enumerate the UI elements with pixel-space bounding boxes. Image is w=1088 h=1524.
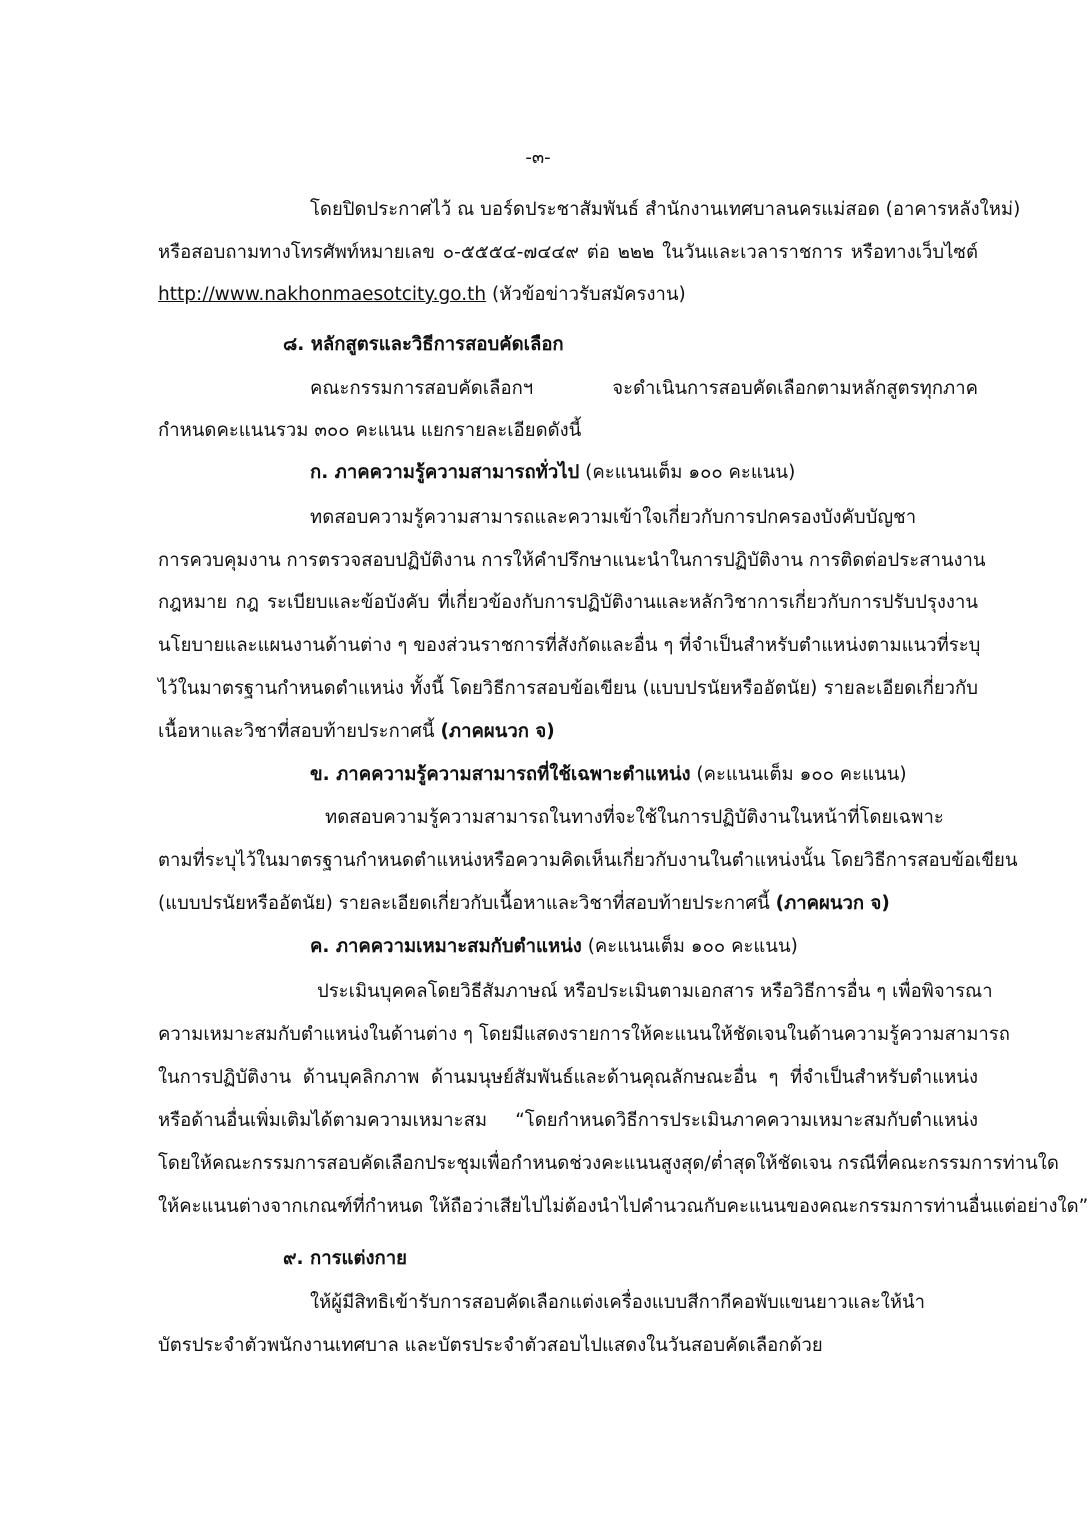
part-a-line-2: การควบคุมงาน การตรวจสอบปฏิบัติงาน การให้คำปรึกษาแนะนำในการปฏิบัติงาน การติดต่อประสานงาน <box>158 550 986 571</box>
website-note: (หัวข้อข่าวรับสมัครงาน) <box>486 284 686 305</box>
part-a-line-6 <box>158 717 978 747</box>
part-b-line-2: ตามที่ระบุไว้ในมาตรฐานกำหนดตำแหน่งหรือความคิดเห็นเกี่ยวกับงานในตำแหน่งนั้น โดยวิธีการสอบข้อเขียน <box>158 850 1018 871</box>
part-a-line-4: นโยบายและแผนงานด้านต่าง ๆ ของส่วนราชการที่สังกัดและอื่น ๆ ที่จำเป็นสำหรับตำแหน่งตามแนวที่ระบุ <box>158 635 981 656</box>
intro-line-1: โดยปิดประกาศไว้ ณ บอร์ดประชาสัมพันธ์ สำนักงานเทศบาลนครแม่สอด (อาคารหลังใหม่) <box>310 199 1021 220</box>
part-a-line-3: กฎหมาย กฎ ระเบียบและข้อบังคับ ที่เกี่ยวข้องกับการปฏิบัติงานและหลักวิชาการเกี่ยวกับการปรับปรุงงาน <box>158 592 978 613</box>
section-9-line-1: ให้ผู้มีสิทธิเข้ารับการสอบคัดเลือกแต่งเครื่องแบบสีกากีคอพับแขนยาวและให้นำ <box>310 1292 926 1313</box>
website-link[interactable]: http://www.nakhonmaesotcity.go.th <box>158 284 487 305</box>
part-c-line-4: หรือด้านอื่นเพิ่มเติมได้ตามความเหมาะสม “โดยกำหนดวิธีการประเมินภาคความเหมาะสมกับตำแหน่ง <box>158 1110 978 1131</box>
section-8-line-2: กำหนดคะแนนรวม ๓๐๐ คะแนน แยกรายละเอียดดังนี้ <box>158 420 582 441</box>
section-9-line-2: บัตรประจำตัวพนักงานเทศบาล และบัตรประจำตัวสอบไปแสดงในวันสอบคัดเลือกด้วย <box>158 1335 823 1356</box>
part-c-line-2: ความเหมาะสมกับตำแหน่งในด้านต่าง ๆ โดยมีแสดงรายการให้คะแนนให้ชัดเจนในด้านความรู้ความสามารถ <box>158 1024 1010 1045</box>
part-b-title: ข. ภาคความรู้ความสามารถที่ใช้เฉพาะตำแหน่ง <box>310 764 691 785</box>
intro-line-2: หรือสอบถามทางโทรศัพท์หมายเลข ๐-๕๕๕๔-๗๔๔๙ ต่อ ๒๒๒ ในวันและเวลาราชการ หรือทางเว็บไซต์ <box>158 242 978 263</box>
section-8-heading: ๘. หลักสูตรและวิธีการสอบคัดเลือก <box>283 334 564 355</box>
section-8-line-1: คณะกรรมการสอบคัดเลือกฯ จะดำเนินการสอบคัดเลือกตามหลักสูตรทุกภาค <box>310 378 978 399</box>
part-b-score: (คะแนนเต็ม ๑๐๐ คะแนน) <box>690 764 907 785</box>
part-c-line-5: โดยให้คณะกรรมการสอบคัดเลือกประชุมเพื่อกำหนดช่วงคะแนนสูงสุด/ต่ำสุดให้ชัดเจน กรณีที่คณะกรรมการท่านใด <box>158 1153 1059 1174</box>
part-b-line-1: ทดสอบความรู้ความสามารถในทางที่จะใช้ในการปฏิบัติงานในหน้าที่โดยเฉพาะ <box>325 807 944 828</box>
intro-line-3 <box>158 280 978 310</box>
part-b-appendix: (ภาคผนวก จ) <box>775 893 890 914</box>
part-c-score: (คะแนนเต็ม ๑๐๐ คะแนน) <box>581 936 798 957</box>
page-number: -๓- <box>525 147 551 168</box>
part-a-line-1: ทดสอบความรู้ความสามารถและความเข้าใจเกี่ยวกับการปกครองบังคับบัญชา <box>310 507 917 528</box>
part-a-title: ก. ภาคความรู้ความสามารถทั่วไป <box>310 462 580 483</box>
part-b-line-3 <box>158 889 978 919</box>
part-b-line-3-text: (แบบปรนัยหรืออัตนัย) รายละเอียดเกี่ยวกับเนื้อหาและวิชาที่สอบท้ายประกาศนี้ <box>158 893 776 914</box>
part-c-heading <box>310 932 978 962</box>
part-c-line-3: ในการปฏิบัติงาน ด้านบุคลิกภาพ ด้านมนุษย์สัมพันธ์และด้านคุณลักษณะอื่น ๆ ที่จำเป็นสำหรับตำแหน่ง <box>158 1067 978 1088</box>
part-c-title: ค. ภาคความเหมาะสมกับตำแหน่ง <box>310 936 582 957</box>
part-b-heading <box>310 760 978 790</box>
part-a-line-5: ไว้ในมาตรฐานกำหนดตำแหน่ง ทั้งนี้ โดยวิธีการสอบข้อเขียน (แบบปรนัยหรืออัตนัย) รายละเอียดเกี่ยวกับ <box>158 678 978 699</box>
part-c-line-1: ประเมินบุคคลโดยวิธีสัมภาษณ์ หรือประเมินตามเอกสาร หรือวิธีการอื่น ๆ เพื่อพิจารณา <box>317 981 993 1002</box>
section-9-heading: ๙. การแต่งกาย <box>283 1248 407 1269</box>
part-a-heading <box>310 458 978 488</box>
part-a-appendix: (ภาคผนวก จ) <box>440 721 555 742</box>
part-a-score: (คะแนนเต็ม ๑๐๐ คะแนน) <box>579 462 796 483</box>
part-c-line-6: ให้คะแนนต่างจากเกณฑ์ที่กำหนด ให้ถือว่าเสียไปไม่ต้องนำไปคำนวณกับคะแนนของคณะกรรมการท่านอื่นแต่อย่างใด” <box>158 1196 1088 1217</box>
part-a-line-6-text: เนื้อหาและวิชาที่สอบท้ายประกาศนี้ <box>158 721 441 742</box>
